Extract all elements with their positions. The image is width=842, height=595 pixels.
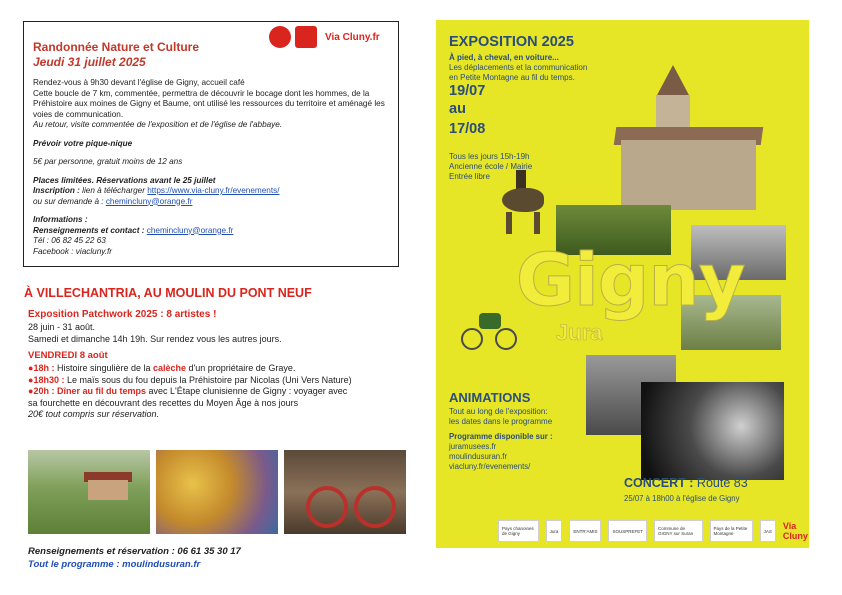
sponsor-logo: Pays chanoines de Gigny xyxy=(498,520,539,542)
patch-title: Exposition Patchwork 2025 : 8 artistes ! xyxy=(28,309,217,320)
date-au: au xyxy=(449,101,466,117)
event-card xyxy=(23,21,399,267)
gigny-wordmark: Gigny xyxy=(516,238,745,322)
animations-subtitle: Tout au long de l'exposition: les dates dans le programme xyxy=(449,407,553,426)
poster-subtitle: À pied, à cheval, en voiture... Les déplacements et la communication en Petite Montagne au fil du temps. xyxy=(449,53,588,82)
patch-lines xyxy=(28,322,282,345)
patch-hours: Samedi et dimanche 14h 19h. Sur rendez vous les autres jours. xyxy=(28,333,282,344)
inscription-link[interactable]: https://www.via-cluny.fr/evenements/ xyxy=(147,186,280,195)
rdv-text: Rendez-vous à 9h30 devant l'église de Gigny, accueil café xyxy=(33,78,245,87)
event-1: ●18h : Histoire singulière de la calèche d'un propriétaire de Graye. xyxy=(28,363,296,373)
contact-label: Renseignements et contact : xyxy=(33,225,147,235)
demand-link[interactable]: chemincluny@orange.fr xyxy=(105,196,193,206)
reservation-contact: Renseignements et réservation : 06 61 35 30 17 xyxy=(28,546,241,557)
desc-line-3: voies de communication. xyxy=(33,109,124,119)
facebook-text: Facebook : viacluny.fr xyxy=(33,246,113,256)
landscape-photo xyxy=(28,450,150,534)
friday-events xyxy=(28,363,388,421)
jura-wordmark: Jura xyxy=(556,320,603,345)
tel-text: Tél : 06 82 45 22 63 xyxy=(33,236,106,245)
desc-line-4: Au retour, visite commentée de l'exposition et de l'église de l'abbaye. xyxy=(33,120,283,129)
via-cluny-logo: Via Cluny.fr xyxy=(325,31,380,43)
exhibition-poster xyxy=(436,20,809,548)
full-program-link[interactable]: Tout le programme : moulindusuran.fr xyxy=(28,559,201,570)
contact-link[interactable]: chemincluny@orange.fr xyxy=(146,225,234,235)
date-start: 19/07 xyxy=(449,83,486,99)
event-3-line-3: 20€ tout compris sur réservation. xyxy=(28,409,160,419)
friday-title: VENDREDI 8 août xyxy=(28,350,108,361)
date-end: 17/08 xyxy=(449,121,486,137)
inscription-text: lien à télécharger xyxy=(82,186,148,195)
logo-row xyxy=(269,26,380,48)
church-illustration xyxy=(601,65,766,205)
animations-title: ANIMATIONS xyxy=(449,390,531,405)
via-cluny-sponsor-logo: Via Cluny xyxy=(782,521,808,541)
demand-text: ou sur demande à : xyxy=(33,196,106,206)
sponsor-logo: ENTR'AMIS xyxy=(569,520,601,542)
flower-logo-icon xyxy=(269,26,291,48)
carriage-photo xyxy=(284,450,406,534)
mill-title: À VILLECHANTRIA, AU MOULIN DU PONT NEUF xyxy=(24,286,312,300)
concert-title: CONCERT : Route 83 xyxy=(624,476,748,490)
sponsor-logo: Jura xyxy=(546,520,563,542)
sponsor-logos xyxy=(498,520,809,542)
sponsor-logo: SOUSPREFET xyxy=(608,520,647,542)
patchwork-photo xyxy=(156,450,278,534)
picnic-text: Prévoir votre pique-nique xyxy=(33,138,133,148)
places-text: Places limitées. Réservations avant le 25 juillet xyxy=(33,175,216,185)
inscription-label: Inscription : xyxy=(33,186,83,195)
patch-dates: 28 juin - 31 août. xyxy=(28,322,96,332)
photo-strip xyxy=(28,450,406,534)
price-text: 5€ par personne, gratuit moins de 12 ans xyxy=(33,157,183,166)
desc-line-1: Cette boucle de 7 km, commentée, permettra de découvrir le bocage dont les hommes, de la xyxy=(33,88,370,98)
hiker-logo-icon xyxy=(295,26,317,48)
poster-hours: Tous les jours 15h-19h Ancienne école / Mairie Entrée libre xyxy=(449,152,533,181)
cyclist-icon xyxy=(461,303,519,348)
event-3-line-2: sa fourchette en découvrant des recettes du Moyen Âge à nos jours xyxy=(28,397,299,408)
concert-subtitle: 25/07 à 18h00 à l'église de Gigny xyxy=(624,494,740,503)
info-label: Informations : xyxy=(33,215,88,224)
sponsor-logo: JAS xyxy=(760,520,776,542)
card-date: Jeudi 31 juillet 2025 xyxy=(33,55,146,69)
concert-photo xyxy=(641,382,784,480)
sponsor-logo: Pays de la Petite Montagne xyxy=(710,520,753,542)
card-title: Randonnée Nature et Culture xyxy=(33,40,200,54)
event-2: ●18h30 : Le maïs sous du fou depuis la Préhistoire par Nicolas (Uni Vers Nature) xyxy=(28,374,352,385)
desc-line-2: Préhistoire aux moines de Gigny et Baume, ont utilisé les ressources du territoire et aménagé les xyxy=(33,99,385,108)
poster-title: EXPOSITION 2025 xyxy=(449,34,574,50)
event-3: ●20h : Dîner au fil du temps avec L'Étape clunisienne de Gigny : voyager avec xyxy=(28,386,348,396)
program-list: Programme disponible sur : juramusees.fr moulindusuran.fr viacluny.fr/evenements/ xyxy=(449,432,553,471)
sponsor-logo: Commune de GIGNY sur Suran xyxy=(654,520,703,542)
card-body xyxy=(33,78,393,265)
